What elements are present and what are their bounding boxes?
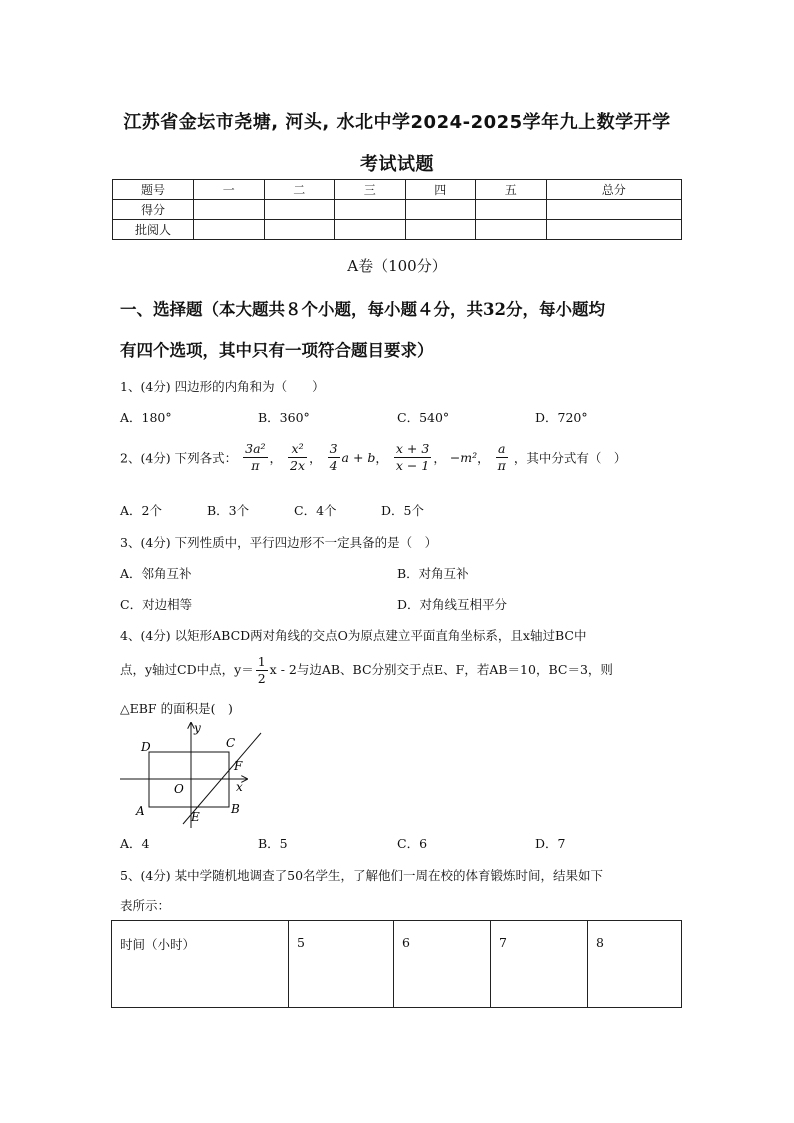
q4-option-c[interactable]: C．6: [397, 836, 428, 851]
reviewer-cell[interactable]: [335, 220, 406, 240]
reviewer-row-label: 批阅人: [113, 220, 194, 240]
label-a: A: [136, 804, 145, 818]
q2-term-3-tail: a + b: [341, 450, 376, 465]
score-header-cell: 五: [476, 180, 547, 200]
score-cell[interactable]: [476, 200, 547, 220]
table-cell: 8: [588, 921, 682, 1008]
q1-option-d[interactable]: D．720°: [535, 410, 588, 425]
q4-line2-prefix: 点，y轴过CD中点，y＝: [120, 662, 254, 677]
reviewer-cell[interactable]: [264, 220, 335, 240]
table-cell-time-header: 时间（小时）: [112, 921, 289, 1008]
question-4-line3: △EBF 的面积是( ): [120, 701, 233, 716]
q4-option-d[interactable]: D．7: [535, 836, 566, 851]
label-o: O: [174, 782, 184, 796]
reviewer-cell[interactable]: [194, 220, 265, 240]
score-header-cell: 总分: [546, 180, 682, 200]
q4-fraction-half: $\frac{1}{2}$: [257, 654, 266, 686]
q2-option-b[interactable]: B．3个: [207, 503, 250, 518]
score-header-cell: 三: [335, 180, 406, 200]
q2-fraction-2: $\frac{\text{x²}}{2x}$: [290, 441, 306, 473]
q1-option-c[interactable]: C．540°: [397, 410, 450, 425]
q3-option-c[interactable]: C．对边相等: [120, 597, 193, 612]
score-header-cell: 一: [194, 180, 265, 200]
q1-option-a[interactable]: A．180°: [120, 410, 172, 425]
q2-option-c[interactable]: C．4个: [294, 503, 337, 518]
score-cell[interactable]: [264, 200, 335, 220]
score-table-header-row: [113, 180, 682, 200]
q2-fraction-6: $\frac{a}{\pi}$: [497, 441, 506, 473]
exam-title-line1: 江苏省金坛市尧塘, 河头, 水北中学2024-2025学年九上数学开学: [123, 112, 671, 133]
table-row: [112, 921, 682, 1008]
q2-option-d[interactable]: D．5个: [381, 503, 424, 518]
score-header-cell: 题号: [113, 180, 194, 200]
q3-option-a[interactable]: A．邻角互补: [120, 566, 192, 581]
question-4-line1: 4、(4分) 以矩形ABCD两对角线的交点O为原点建立平面直角坐标系，且x轴过BC中: [120, 628, 587, 643]
label-x: x: [236, 780, 243, 794]
score-cell[interactable]: [194, 200, 265, 220]
q1-option-b[interactable]: B．360°: [258, 410, 310, 425]
question-5-line1: 5、(4分) 某中学随机地调查了50名学生，了解他们一周在校的体育锻炼时间，结果如下: [120, 868, 604, 883]
rectangle-coordinate-figure: [115, 718, 275, 830]
q3-option-b[interactable]: B．对角互补: [397, 566, 469, 581]
label-d: D: [141, 740, 151, 754]
q4-option-a[interactable]: A．4: [120, 836, 150, 851]
q2-prefix: 2、(4分) 下列各式：: [120, 450, 238, 466]
score-header-cell: 四: [405, 180, 476, 200]
reviewer-row: [113, 220, 682, 240]
q2-option-a[interactable]: A．2个: [120, 503, 162, 518]
q4-option-b[interactable]: B．5: [258, 836, 288, 851]
reviewer-cell[interactable]: [405, 220, 476, 240]
exercise-time-table: [111, 920, 682, 1008]
part-one-heading-line1: 一、选择题（本大题共８个小题，每小题４分，共32分，每小题均: [120, 300, 605, 319]
q3-option-d[interactable]: D．对角线互相平分: [397, 597, 508, 612]
table-cell: 5: [289, 921, 394, 1008]
score-table: [112, 179, 682, 240]
reviewer-cell[interactable]: [546, 220, 682, 240]
section-title: A卷（100分）: [347, 257, 447, 275]
score-cell[interactable]: [546, 200, 682, 220]
label-c: C: [226, 736, 236, 750]
label-b: B: [231, 802, 240, 816]
q2-fraction-4: $\frac{x + 3}{x - 1}$: [395, 441, 430, 473]
q2-term-5: −m²: [449, 450, 478, 465]
table-cell: 7: [491, 921, 588, 1008]
q2-fraction-3: $\frac{3}{4}$: [329, 441, 338, 473]
score-row: [113, 200, 682, 220]
score-cell[interactable]: [335, 200, 406, 220]
score-row-label: 得分: [113, 200, 194, 220]
label-e: E: [191, 810, 200, 824]
question-5-line2: 表所示：: [120, 898, 171, 913]
score-header-cell: 二: [264, 180, 335, 200]
question-3-stem: 3、(4分) 下列性质中，平行四边形不一定具备的是（ ）: [120, 535, 438, 550]
question-4-line2: [120, 652, 613, 688]
label-f: F: [234, 759, 243, 773]
question-1-stem: 1、(4分) 四边形的内角和为（ ）: [120, 379, 325, 394]
part-one-heading-line2: 有四个选项，其中只有一项符合题目要求）: [120, 341, 434, 360]
q4-line2-suffix: x - 2与边AB、BC分别交于点E、F，若AB＝10，BC＝3，则: [269, 662, 613, 677]
q2-fraction-1: $\frac{\text{3a²}}{\pi}$: [245, 441, 266, 473]
table-cell: 6: [394, 921, 491, 1008]
score-cell[interactable]: [405, 200, 476, 220]
q2-suffix: ，其中分式有（ ）: [513, 450, 627, 466]
label-y: y: [194, 721, 201, 735]
reviewer-cell[interactable]: [476, 220, 547, 240]
exam-title-line2: 考试试题: [360, 154, 434, 175]
question-2-stem: 2、(4分) 下列各式： $\frac{\text{3a²}}{\pi}$ ， $\frac{\text{x²}}{2x}$ ， $\frac{3}{4}$ a + b， $\frac{x + 3}{x - 1}$ ， −m²， $\frac{a}{\pi}$ ，其中分式有（ ）: [120, 441, 627, 473]
